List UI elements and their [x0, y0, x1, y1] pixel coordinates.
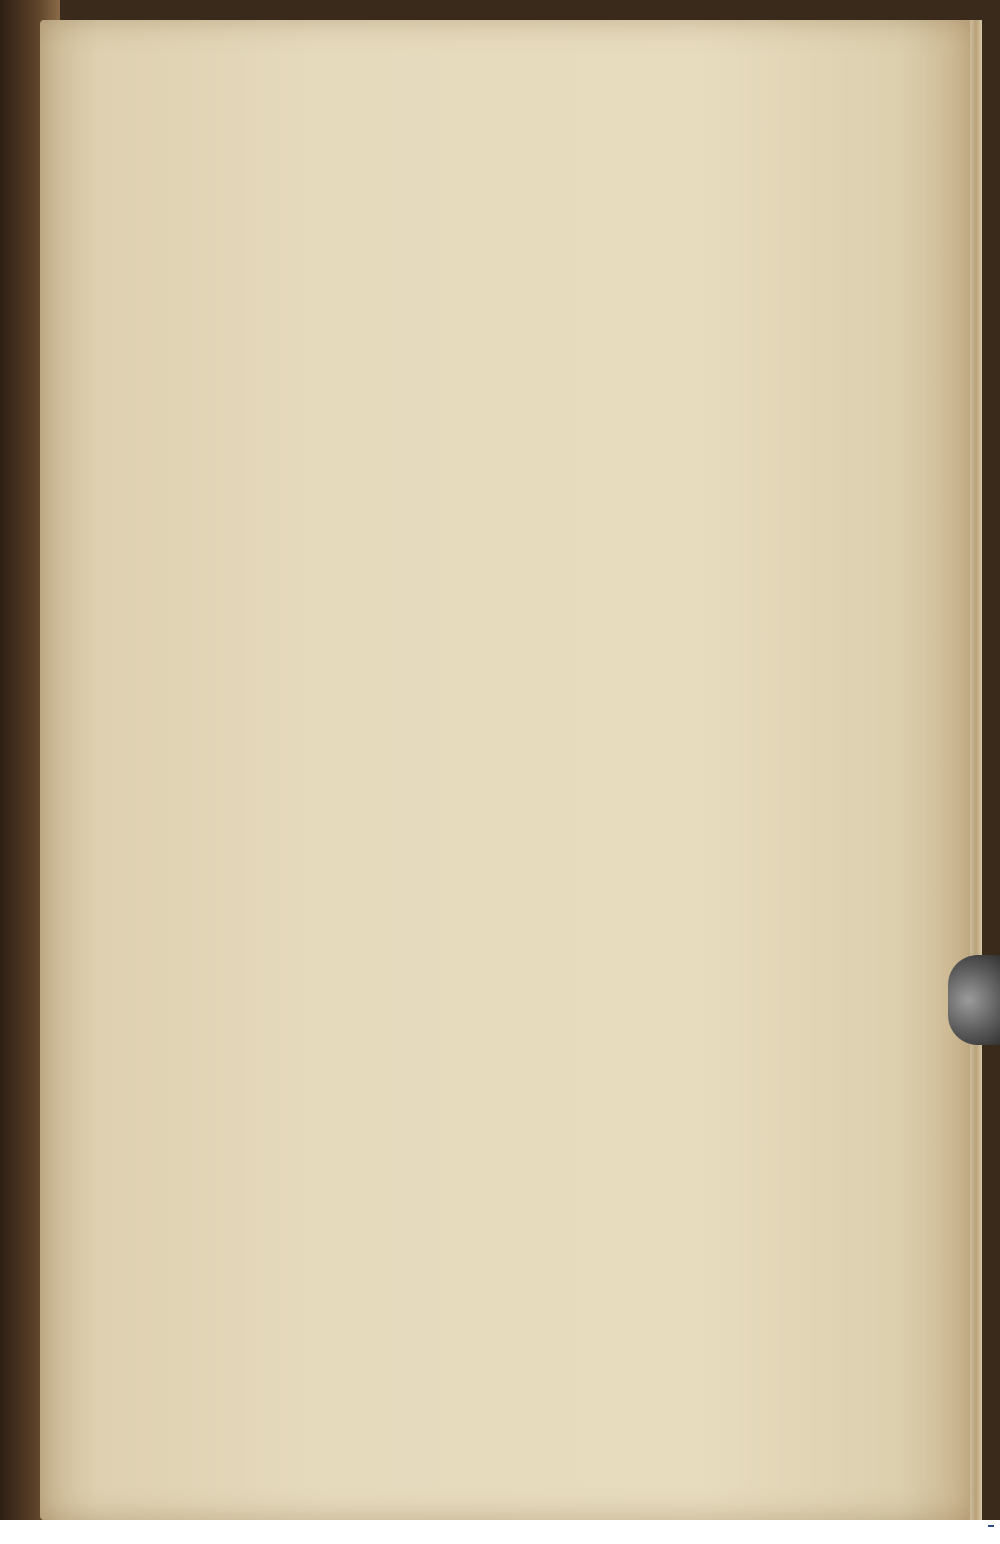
book-page — [40, 20, 975, 1520]
footer-bar — [0, 1520, 1000, 1544]
page-clip — [948, 955, 1000, 1045]
dfg-logo — [988, 1525, 994, 1527]
page-content — [118, 112, 878, 154]
page-edge — [970, 20, 982, 1520]
